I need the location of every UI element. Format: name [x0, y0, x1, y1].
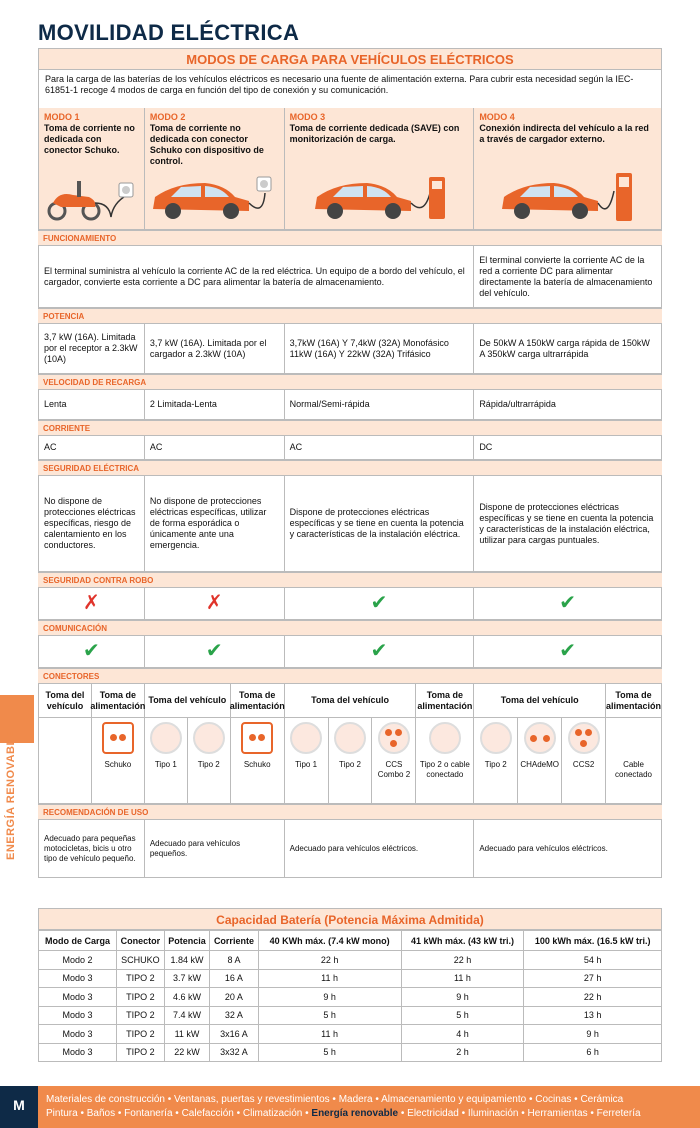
conn-header: Toma del vehículo [145, 684, 231, 718]
logo: M [0, 1086, 38, 1128]
conn-empty [39, 718, 92, 804]
cross-icon: ✗ [39, 588, 145, 620]
conn-header: Toma de alimentación [92, 684, 145, 718]
section-seguridad: SEGURIDAD ELÉCTRICA [38, 460, 662, 476]
capacity-cell: 9 h [258, 988, 401, 1007]
capacity-cell: 22 h [258, 951, 401, 970]
section-corriente: CORRIENTE [38, 420, 662, 436]
recomendacion-row [38, 820, 662, 878]
conn-header: Toma de alimentación [416, 684, 474, 718]
sidebar-label: ENERGÍA RENOVABLE [5, 730, 17, 860]
page-title: MOVILIDAD ELÉCTRICA [38, 20, 300, 45]
capacity-row [39, 969, 662, 988]
check-icon: ✔ [145, 636, 285, 668]
col-header: 100 kWh máx. (16.5 kW tri.) [524, 931, 662, 951]
tipo2-icon [480, 722, 512, 754]
tipo1-icon [290, 722, 322, 754]
capacity-cell: TIPO 2 [116, 988, 164, 1007]
capacity-cell: TIPO 2 [116, 969, 164, 988]
capacity-cell: 1.84 kW [164, 951, 209, 970]
conn-tipo2: Tipo 2 [474, 718, 518, 804]
scooter-icon [39, 173, 145, 223]
capacity-cell: 9 h [524, 1025, 662, 1044]
seg-3: Dispone de protecciones eléctricas específicas y se tiene en cuenta la potencia y características de la instalación eléctrica. [285, 476, 475, 572]
capacity-title: Capacidad Batería (Potencia Máxima Admitida) [38, 908, 662, 930]
col-header: Modo de Carga [39, 931, 117, 951]
conn-tipo2-cable: Tipo 2 o cable conectado [416, 718, 474, 804]
car-charger-icon [285, 173, 475, 223]
capacity-cell: 22 h [401, 951, 524, 970]
footer-categories: Materiales de construcción • Ventanas, puertas y revestimientos • Madera • Almacenamiento y equipamiento • Cocinas • Cerámica [46, 1094, 624, 1105]
schuko-icon [241, 722, 273, 754]
section-recomendacion: RECOMENDACIÓN DE USO [38, 804, 662, 820]
check-icon: ✔ [39, 636, 145, 668]
capacity-cell: Modo 3 [39, 1025, 117, 1044]
capacity-cell: 4.6 kW [164, 988, 209, 1007]
capacity-cell: 9 h [401, 988, 524, 1007]
col-header: Potencia [164, 931, 209, 951]
vel-4: Rápida/ultrarrápida [474, 390, 662, 420]
capacity-cell: 2 h [401, 1043, 524, 1062]
capacity-cell: 20 A [210, 988, 258, 1007]
capacity-cell: 22 kW [164, 1043, 209, 1062]
capacity-cell: 11 h [401, 969, 524, 988]
ccs-icon [568, 722, 600, 754]
capacity-table [38, 908, 662, 1062]
conn-header: Toma del vehículo [285, 684, 417, 718]
potencia-row [38, 324, 662, 374]
table-header: MODOS DE CARGA PARA VEHÍCULOS ELÉCTRICOS [38, 48, 662, 70]
corr-2: AC [145, 436, 285, 460]
schuko-icon [102, 722, 134, 754]
capacity-cell: 32 A [210, 1006, 258, 1025]
section-potencia: POTENCIA [38, 308, 662, 324]
capacity-cell: Modo 2 [39, 951, 117, 970]
conn-header: Toma de alimentación [606, 684, 662, 718]
section-conectores: CONECTORES [38, 668, 662, 684]
connector-headers [38, 684, 662, 718]
conn-schuko: Schuko [92, 718, 145, 804]
corriente-row [38, 436, 662, 460]
capacity-cell: 5 h [258, 1006, 401, 1025]
col-header: 40 KWh máx. (7.4 kW mono) [258, 931, 401, 951]
conn-tipo2: Tipo 2 [329, 718, 373, 804]
pot-3: 3,7kW (16A) Y 7,4kW (32A) Monofásico 11kW (16A) Y 22kW (32A) Trifásico [285, 324, 475, 374]
rec-4: Adecuado para vehículos eléctricos. [474, 820, 662, 878]
charging-modes-table [38, 48, 662, 878]
capacity-cell: Modo 3 [39, 1006, 117, 1025]
capacity-header-row [39, 931, 662, 951]
seg-4: Dispone de protecciones eléctricas específicas y se tiene en cuenta la potencia y características de la instalación eléctrica, utilizar para cargas puntuales. [474, 476, 662, 572]
tipo2-icon [193, 722, 225, 754]
rec-2: Adecuado para vehículos pequeños. [145, 820, 285, 878]
capacity-cell: 22 h [524, 988, 662, 1007]
conn-schuko: Schuko [231, 718, 285, 804]
check-icon: ✔ [474, 588, 662, 620]
modes-row [38, 108, 662, 230]
vel-1: Lenta [39, 390, 145, 420]
capacity-row [39, 1006, 662, 1025]
corr-1: AC [39, 436, 145, 460]
capacity-cell: 3x32 A [210, 1043, 258, 1062]
capacity-row [39, 1025, 662, 1044]
conn-header: Toma del vehículo [39, 684, 92, 718]
velocidad-row [38, 390, 662, 420]
connector-items [38, 718, 662, 804]
section-comunicacion: COMUNICACIÓN [38, 620, 662, 636]
conn-ccs-combo2: CCS Combo 2 [372, 718, 416, 804]
vel-3: Normal/Semi-rápida [285, 390, 475, 420]
car-icon [145, 173, 285, 223]
section-funcionamiento: FUNCIONAMIENTO [38, 230, 662, 246]
conn-header: Toma del vehículo [474, 684, 606, 718]
conn-header: Toma de alimentación [231, 684, 285, 718]
col-header: 41 kWh máx. (43 kW tri.) [401, 931, 524, 951]
capacity-cell: TIPO 2 [116, 1043, 164, 1062]
mode-2: MODO 2 Toma de corriente no dedicada con conector Schuko con dispositivo de control. [145, 108, 285, 230]
car-fast-charger-icon [474, 173, 662, 223]
capacity-cell: 6 h [524, 1043, 662, 1062]
capacity-cell: 7.4 kW [164, 1006, 209, 1025]
mode-4: MODO 4 Conexión indirecta del vehículo a la red a través de cargador externo. [474, 108, 662, 230]
capacity-cell: 3.7 kW [164, 969, 209, 988]
tipo2-icon [334, 722, 366, 754]
ccs-icon [378, 722, 410, 754]
rec-3: Adecuado para vehículos eléctricos. [285, 820, 475, 878]
intro-text: Para la carga de las baterías de los vehículos eléctricos es necesario una fuente de alimentación externa. Para cubrir esta necesidad según la IEC-61851-1 recoge 4 modos de carga en función del tipo de conexión y su comunicación. [38, 70, 662, 108]
footer-categories: Pintura • Baños • Fontanería • Calefacción • Climatización • Energía renovable • Electricidad • Iluminación • Herramientas • Ferretería [46, 1108, 641, 1119]
cross-icon: ✗ [145, 588, 285, 620]
tipo2-icon [429, 722, 461, 754]
comunicacion-row [38, 636, 662, 668]
check-icon: ✔ [285, 636, 475, 668]
pot-4: De 50kW A 150kW carga rápida de 150kW A 350kW carga ultrarrápida [474, 324, 662, 374]
capacity-cell: 5 h [258, 1043, 401, 1062]
conn-chademo: CHAdeMO [518, 718, 562, 804]
capacity-cell: TIPO 2 [116, 1006, 164, 1025]
capacity-cell: 16 A [210, 969, 258, 988]
robo-row [38, 588, 662, 620]
check-icon: ✔ [474, 636, 662, 668]
capacity-cell: 4 h [401, 1025, 524, 1044]
capacity-cell: 11 h [258, 1025, 401, 1044]
capacity-cell: 54 h [524, 951, 662, 970]
conn-tipo1: Tipo 1 [145, 718, 188, 804]
footer [0, 1086, 700, 1128]
pot-2: 3,7 kW (16A). Limitada por el cargador a 2.3kW (10A) [145, 324, 285, 374]
col-header: Conector [116, 931, 164, 951]
tipo1-icon [150, 722, 182, 754]
capacity-row [39, 988, 662, 1007]
func-ac: El terminal suministra al vehículo la corriente AC de la red eléctrica. Un equipo de a bordo del vehículo, el cargador, convierte esta corriente a DC para alimentar la batería de almacenamiento. [39, 246, 474, 308]
capacity-cell: 8 A [210, 951, 258, 970]
col-header: Corriente [210, 931, 258, 951]
chademo-icon [524, 722, 556, 754]
capacity-cell: 11 h [258, 969, 401, 988]
capacity-cell: SCHUKO [116, 951, 164, 970]
section-robo: SEGURIDAD CONTRA ROBO [38, 572, 662, 588]
capacity-cell: 27 h [524, 969, 662, 988]
corr-3: AC [285, 436, 475, 460]
section-velocidad: VELOCIDAD DE RECARGA [38, 374, 662, 390]
rec-1: Adecuado para pequeñas motocicletas, bicis u otro tipo de vehículo pequeño. [39, 820, 145, 878]
capacity-cell: 3x16 A [210, 1025, 258, 1044]
corr-4: DC [474, 436, 662, 460]
conn-ccs2: CCS2 [562, 718, 606, 804]
capacity-cell: TIPO 2 [116, 1025, 164, 1044]
mode-1: MODO 1 Toma de corriente no dedicada con conector Schuko. [39, 108, 145, 230]
capacity-cell: Modo 3 [39, 969, 117, 988]
mode-3: MODO 3 Toma de corriente dedicada (SAVE) con monitorización de carga. [285, 108, 475, 230]
capacity-cell: 5 h [401, 1006, 524, 1025]
capacity-cell: 11 kW [164, 1025, 209, 1044]
seg-2: No dispone de protecciones eléctricas específicas, utilizar de forma esporádica o únicamente ante una emergencia. [145, 476, 285, 572]
pot-1: 3,7 kW (16A). Limitada por el receptor a 2.3kW (10A) [39, 324, 145, 374]
capacity-row [39, 1043, 662, 1062]
capacity-row [39, 951, 662, 970]
footer-active-category: Energía renovable [311, 1108, 399, 1119]
func-dc: El terminal convierte la corriente AC de la red a corriente DC para alimentar directamente la batería de almacenamiento del vehículo. [474, 246, 662, 308]
capacity-cell: 13 h [524, 1006, 662, 1025]
conn-tipo1: Tipo 1 [285, 718, 329, 804]
seguridad-row [38, 476, 662, 572]
conn-cable: Cable conectado [606, 718, 662, 804]
capacity-cell: Modo 3 [39, 1043, 117, 1062]
vel-2: 2 Limitada-Lenta [145, 390, 285, 420]
seg-1: No dispone de protecciones eléctricas específicas, riesgo de calentamiento en los conductores. [39, 476, 145, 572]
capacity-cell: Modo 3 [39, 988, 117, 1007]
funcionamiento-row [38, 246, 662, 308]
check-icon: ✔ [285, 588, 475, 620]
conn-tipo2: Tipo 2 [188, 718, 231, 804]
